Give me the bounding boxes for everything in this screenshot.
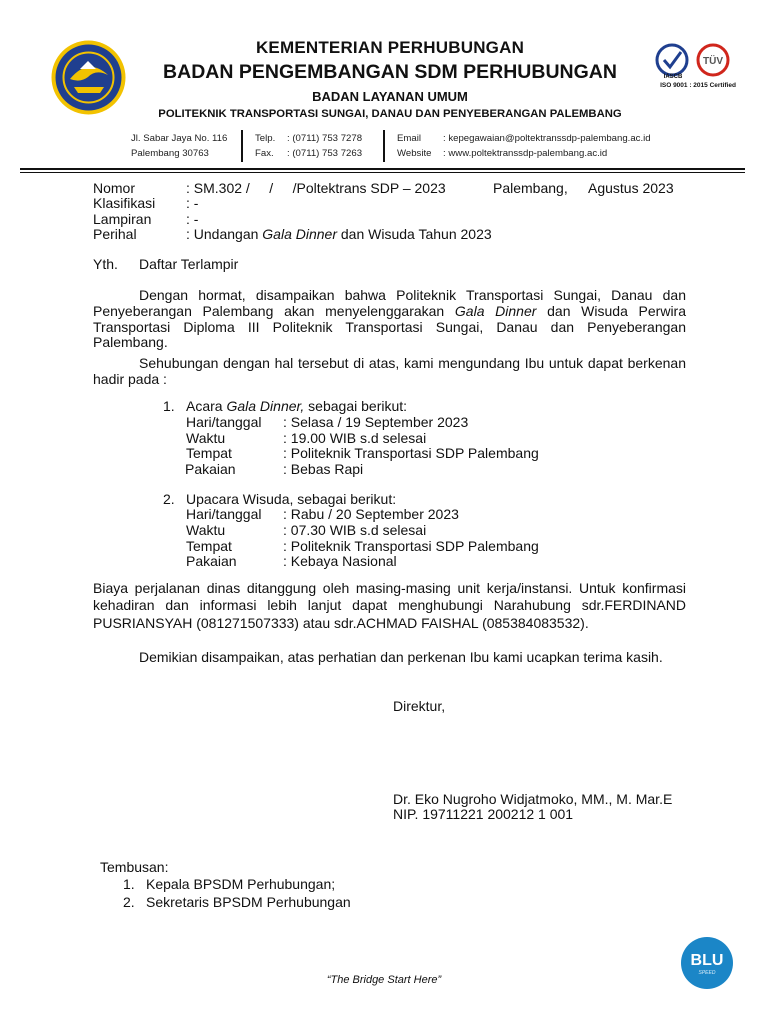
letterhead-rule	[20, 168, 745, 170]
paragraph-intro: Dengan hormat, disampaikan bahwa Politeknik Transportasi Sungai, Danau dan Penyeberangan Palembang akan menyelenggarakan Gala Dinner dan Wisuda Perwira Transportasi Diploma III Politeknik Transportasi Sungai, Danau dan Penyeberangan Palembang.	[93, 287, 687, 351]
event-row-label: Tempat	[186, 445, 232, 461]
letter-date: Agustus 2023	[588, 180, 674, 196]
website-value[interactable]: : www.poltektranssdp-palembang.ac.id	[443, 148, 608, 159]
phone-block	[255, 131, 362, 161]
letterhead-rule-thin	[20, 172, 745, 173]
email-label: Email	[397, 133, 421, 144]
telp-value: : (0711) 753 7278	[287, 133, 363, 144]
address-line1: Jl. Sabar Jaya No. 116	[131, 133, 228, 144]
lampiran-value: : -	[186, 211, 199, 227]
perihal-label: Perihal	[93, 226, 137, 242]
letterhead-ministry: KEMENTERIAN PERHUBUNGAN	[255, 38, 525, 57]
tembusan-item: Sekretaris BPSDM Perhubungan	[146, 894, 351, 910]
nomor-value: : SM.302 / / /Poltektrans SDP – 2023	[186, 180, 446, 196]
event-number: 1.	[163, 398, 175, 414]
event-row-label: Hari/tanggal	[186, 506, 262, 522]
event-row-value: : Politeknik Transportasi SDP Palembang	[283, 445, 539, 461]
paragraph-closing: Demikian disampaikan, atas perhatian dan perkenan Ibu kami ucapkan terima kasih.	[139, 649, 663, 665]
paragraph-contact: Biaya perjalanan dinas ditanggung oleh masing-masing unit kerja/instansi. Untuk konfirmasi kehadiran dan informasi lebih lanjut dapat menghubungi Narahubung sdr.FERDINAND PUSRIANSYAH (081271507333) atau sdr.ACHMAD FAISHAL (085384083532).	[93, 580, 686, 631]
event-row-label: Hari/tanggal	[186, 414, 262, 430]
event-row-label: Pakaian	[185, 461, 236, 477]
contact-divider	[241, 130, 243, 162]
tembusan-number: 1.	[123, 876, 135, 892]
paragraph-invitation: Sehubungan dengan hal tersebut di atas, kami mengundang Ibu untuk dapat berkenan hadir pada :	[93, 355, 686, 387]
tembusan-item: Kepala BPSDM Perhubungan;	[146, 876, 336, 892]
letterhead-agency: BADAN PENGEMBANGAN SDM PERHUBUNGAN	[163, 61, 617, 83]
event-row-value: : 19.00 WIB s.d selesai	[283, 430, 427, 446]
blu-logo: BLU SPEED	[681, 937, 733, 989]
telp-label: Telp.	[255, 133, 276, 144]
event-title: Upacara Wisuda, sebagai berikut:	[186, 491, 397, 507]
web-block	[397, 131, 651, 161]
recipient-name: Daftar Terlampir	[139, 256, 239, 272]
event-row-label: Waktu	[186, 522, 226, 538]
perihal-value: : Undangan Gala Dinner dan Wisuda Tahun 2023	[186, 226, 492, 242]
website-label: Website	[397, 148, 432, 159]
fax-value: : (0711) 753 7263	[287, 148, 363, 159]
letterhead-unit: BADAN LAYANAN UMUM	[312, 89, 468, 104]
letterhead-institution: POLITEKNIK TRANSPORTASI SUNGAI, DANAU DAN PENYEBERANGAN PALEMBANG	[158, 108, 622, 120]
iascb-label: IASCB	[663, 74, 683, 80]
address-block	[131, 131, 227, 161]
footer-tagline: “The Bridge Start Here”	[326, 974, 442, 986]
yth-label: Yth.	[93, 256, 118, 272]
event-title: Acara Gala Dinner, sebagai berikut:	[186, 398, 408, 414]
event-row-label: Waktu	[186, 430, 226, 446]
klasifikasi-label: Klasifikasi	[93, 195, 156, 211]
svg-text:TÜV: TÜV	[703, 56, 723, 67]
fax-label: Fax.	[255, 148, 274, 159]
email-value[interactable]: : kepegawaian@poltektranssdp-palembang.ac.id	[443, 133, 651, 144]
event-row-value: : 07.30 WIB s.d selesai	[283, 522, 427, 538]
signature-name: Dr. Eko Nugroho Widjatmoko, MM., M. Mar.E	[393, 791, 673, 807]
ministry-logo	[50, 39, 127, 116]
address-line2: Palembang 30763	[131, 148, 209, 159]
event-row-value: : Kebaya Nasional	[283, 553, 397, 569]
tembusan-number: 2.	[123, 894, 135, 910]
event-row-value: : Politeknik Transportasi SDP Palembang	[283, 538, 539, 554]
event-row-label: Tempat	[186, 538, 232, 554]
iso-label: ISO 9001 : 2015 Certified	[660, 82, 736, 89]
event-row-value: : Rabu / 20 September 2023	[283, 506, 459, 522]
nomor-label: Nomor	[93, 180, 136, 196]
event-number: 2.	[163, 491, 175, 507]
contact-divider	[383, 130, 385, 162]
tembusan-label: Tembusan:	[100, 859, 169, 875]
event-row-value: : Selasa / 19 September 2023	[283, 414, 469, 430]
letter-place: Palembang,	[493, 180, 568, 196]
signature-title: Direktur,	[393, 698, 446, 714]
klasifikasi-value: : -	[186, 195, 199, 211]
signature-nip: NIP. 19711221 200212 1 001	[393, 806, 574, 822]
event-row-value: : Bebas Rapi	[283, 461, 364, 477]
lampiran-label: Lampiran	[93, 211, 152, 227]
event-row-label: Pakaian	[186, 553, 237, 569]
